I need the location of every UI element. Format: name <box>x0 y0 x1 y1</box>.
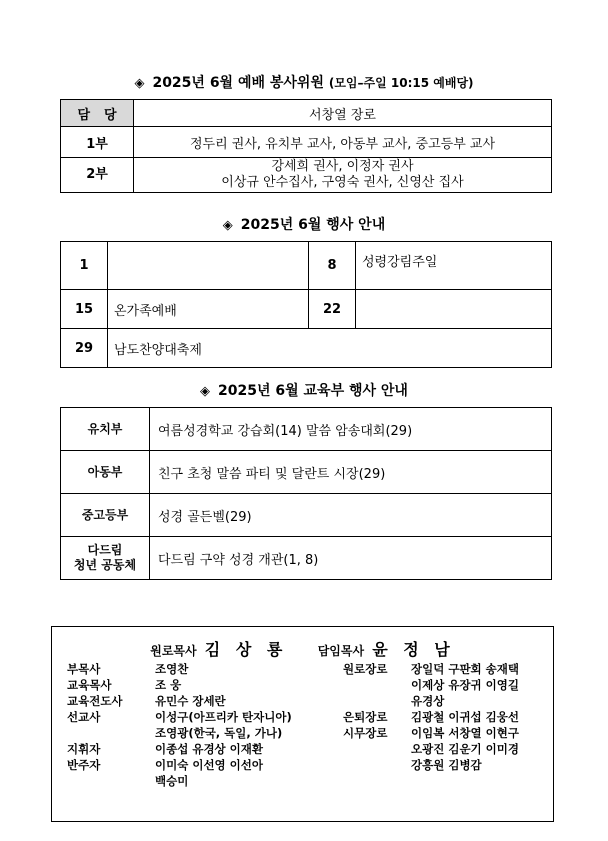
staff-role: 선교사 <box>67 710 101 724</box>
staff-names: 오광진 김운기 이미경 <box>411 742 519 756</box>
staff-role: 지휘자 <box>67 742 101 756</box>
education-dept <box>61 537 150 580</box>
staff-row <box>343 661 519 677</box>
event-day: 15 <box>61 290 108 329</box>
staff-role: 교육전도사 <box>67 694 123 708</box>
service-subtitle: (모임–주일 10:15 예배당) <box>328 76 474 90</box>
pastors-header <box>52 637 553 660</box>
senior-label: 담임목사 <box>317 644 365 658</box>
staff-names: 김광철 이귀섭 김웅선 <box>411 710 519 724</box>
staff-row <box>343 725 519 741</box>
events-row <box>61 290 552 329</box>
staff-row <box>67 677 292 693</box>
event-name <box>356 290 552 329</box>
service-header-value: 서창열 장로 <box>134 100 552 127</box>
education-dept-line: 다드림 <box>87 543 123 557</box>
education-row <box>61 494 552 537</box>
education-title-text: 2025년 6월 교육부 행사 안내 <box>218 383 408 399</box>
event-name <box>108 242 309 290</box>
staff-names: 강흥원 김병감 <box>411 758 482 772</box>
service-row-1 <box>61 127 552 158</box>
senior-name: 윤 정 남 <box>372 640 455 659</box>
service-row-label: 1부 <box>61 127 134 158</box>
staff-names: 이미숙 이선영 이선아 <box>155 758 263 772</box>
staff-names: 이임복 서창열 이현구 <box>411 726 519 740</box>
event-day: 22 <box>309 290 356 329</box>
service-table <box>60 99 552 193</box>
service-section-title <box>0 72 608 92</box>
staff-role: 원로장로 <box>343 662 388 676</box>
staff-names: 조영광(한국, 독일, 가나) <box>155 726 283 740</box>
service-row-line: 강세희 권사, 이정자 권사 <box>271 159 414 174</box>
education-row <box>61 451 552 494</box>
staff-row <box>67 709 292 725</box>
service-row-2 <box>61 158 552 193</box>
service-header-label: 담당 <box>61 100 134 127</box>
service-title-text: 2025년 6월 예배 봉사위원 <box>152 75 324 91</box>
staff-names: 조영찬 <box>155 662 189 676</box>
staff-row <box>67 757 292 773</box>
staff-role: 반주자 <box>67 758 101 772</box>
staff-left-column <box>67 661 292 789</box>
staff-box <box>51 626 554 822</box>
staff-row <box>67 773 292 789</box>
event-name: 온가족예배 <box>108 290 309 329</box>
education-row <box>61 408 552 451</box>
education-activity: 성경 골든벨(29) <box>150 494 552 537</box>
event-day: 29 <box>61 329 108 368</box>
staff-names: 유민수 장세란 <box>155 694 226 708</box>
diamond-icon: ◈ <box>134 76 145 91</box>
education-activity: 친구 초청 말씀 파티 및 달란트 시장(29) <box>150 451 552 494</box>
service-row-names <box>134 158 552 193</box>
service-row-names: 정두리 권사, 유치부 교사, 아동부 교사, 중고등부 교사 <box>134 127 552 158</box>
staff-row <box>67 693 292 709</box>
staff-role: 시무장로 <box>343 726 388 740</box>
staff-row <box>343 709 519 725</box>
staff-names: 조 웅 <box>155 678 182 692</box>
event-name: 남도찬양대축제 <box>108 329 552 368</box>
staff-role: 부목사 <box>67 662 101 676</box>
events-row <box>61 329 552 368</box>
staff-row <box>343 693 519 709</box>
staff-names: 유경상 <box>411 694 445 708</box>
staff-names: 이종섭 유경상 이재환 <box>155 742 263 756</box>
staff-names: 백승미 <box>155 774 189 788</box>
staff-names: 장일덕 구판회 송재택 <box>411 662 519 676</box>
event-day: 1 <box>61 242 108 290</box>
education-dept: 중고등부 <box>61 494 150 537</box>
education-table <box>60 407 552 580</box>
education-activity: 여름성경학교 강습회(14) 말씀 암송대회(29) <box>150 408 552 451</box>
staff-row <box>343 741 519 757</box>
service-header-row <box>61 100 552 127</box>
staff-names: 이제상 유장귀 이영길 <box>411 678 519 692</box>
education-dept: 아동부 <box>61 451 150 494</box>
staff-role: 은퇴장로 <box>343 710 388 724</box>
event-name: 성령강림주일 <box>356 242 552 290</box>
education-section-title <box>0 380 608 400</box>
emeritus-label: 원로목사 <box>150 644 197 658</box>
events-title-text: 2025년 6월 행사 안내 <box>240 217 386 233</box>
diamond-icon: ◈ <box>200 384 211 399</box>
events-row <box>61 242 552 290</box>
event-day: 8 <box>309 242 356 290</box>
education-row <box>61 537 552 580</box>
emeritus-name: 김 상 룡 <box>204 640 288 659</box>
service-row-label: 2부 <box>61 158 134 193</box>
staff-row <box>67 741 292 757</box>
education-activity: 다드림 구약 성경 개관(1, 8) <box>150 537 552 580</box>
staff-role: 교육목사 <box>67 678 112 692</box>
events-section-title <box>0 214 608 234</box>
staff-row <box>343 677 519 693</box>
service-row-line: 이상규 안수집사, 구영숙 권사, 신영산 집사 <box>221 175 464 190</box>
staff-row <box>67 661 292 677</box>
staff-row <box>67 725 292 741</box>
staff-row <box>343 757 519 773</box>
education-dept: 유치부 <box>61 408 150 451</box>
education-dept-line: 청년 공동체 <box>73 558 137 572</box>
staff-right-column <box>343 661 519 773</box>
staff-names: 이성구(아프리카 탄자니아) <box>155 710 292 724</box>
diamond-icon: ◈ <box>222 218 233 233</box>
events-table <box>60 241 552 368</box>
